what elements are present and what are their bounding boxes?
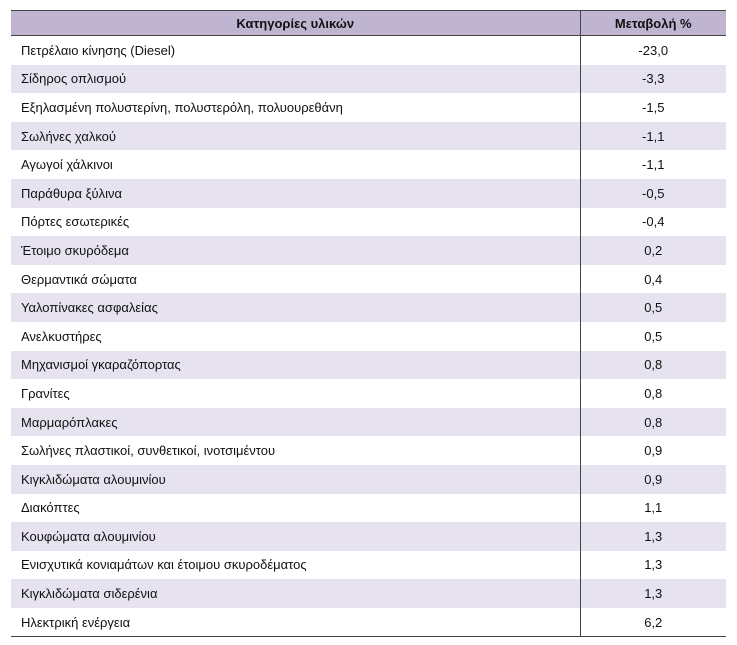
change-cell: 0,8: [644, 385, 663, 401]
change-cell: 1,1: [644, 500, 663, 516]
table-row: [11, 608, 726, 637]
materials-price-change-table: [11, 10, 726, 637]
table-body: [11, 36, 726, 637]
change-cell: 0,5: [580, 293, 726, 322]
category-cell: Θερμαντικά σώματα: [11, 265, 580, 294]
category-cell: Γρανίτες: [11, 379, 580, 408]
change-cell: 6,2: [580, 608, 726, 637]
category-cell: Έτοιμο σκυρόδεμα: [11, 236, 580, 265]
table-row: [11, 179, 726, 208]
table-row: [11, 293, 726, 322]
change-cell: -1,1: [642, 157, 665, 173]
change-cell: -1,1: [580, 122, 726, 151]
table-row: [11, 36, 726, 65]
table-row: [11, 122, 726, 151]
header-change: Μεταβολή %: [580, 11, 726, 36]
category-cell: Διακόπτες: [11, 494, 580, 523]
change-cell: 0,8: [580, 408, 726, 437]
table-row: [11, 236, 726, 265]
category-cell: Ηλεκτρική ενέργεια: [11, 608, 580, 637]
category-cell: Κουφώματα αλουμινίου: [11, 522, 580, 551]
category-cell: Μαρμαρόπλακες: [11, 408, 580, 437]
change-cell: 0,9: [580, 465, 726, 494]
category-cell: Κιγκλιδώματα σιδερένια: [11, 579, 580, 608]
category-cell: Παράθυρα ξύλινα: [11, 179, 580, 208]
table-row: [11, 351, 726, 380]
category-cell: Κιγκλιδώματα αλουμινίου: [11, 465, 580, 494]
change-cell: -3,3: [580, 65, 726, 94]
table-row: [11, 551, 726, 580]
table-row: [11, 150, 726, 179]
category-cell: Σωλήνες χαλκού: [11, 122, 580, 151]
category-cell: Σίδηρος οπλισμού: [11, 65, 580, 94]
category-cell: Εξηλασμένη πολυστερίνη, πολυστερόλη, πολυουρεθάνη: [11, 93, 580, 122]
change-cell: 0,4: [644, 271, 663, 287]
change-cell: -23,0: [638, 42, 669, 58]
table-row: [11, 93, 726, 122]
category-cell: Ενισχυτικά κονιαμάτων και έτοιμου σκυροδέματος: [11, 551, 580, 580]
change-cell: 0,8: [580, 351, 726, 380]
category-cell: Αγωγοί χάλκινοι: [11, 150, 580, 179]
category-cell: Ανελκυστήρες: [11, 322, 580, 351]
table-row: [11, 379, 726, 408]
change-cell: -0,4: [642, 214, 665, 230]
change-cell: -1,5: [642, 99, 665, 115]
materials-table-container: [11, 10, 726, 637]
category-cell: Πόρτες εσωτερικές: [11, 208, 580, 237]
change-cell: 1,3: [644, 557, 663, 573]
table-row: [11, 494, 726, 523]
table-row: [11, 208, 726, 237]
category-cell: Υαλοπίνακες ασφαλείας: [11, 293, 580, 322]
header-category: Κατηγορίες υλικών: [11, 11, 580, 36]
table-header: [11, 11, 726, 36]
category-cell: Μηχανισμοί γκαραζόπορτας: [11, 351, 580, 380]
table-row: [11, 322, 726, 351]
change-cell: 0,9: [644, 443, 663, 459]
change-cell: -0,5: [580, 179, 726, 208]
table-row: [11, 522, 726, 551]
table-row: [11, 436, 726, 465]
table-row: [11, 465, 726, 494]
change-cell: 1,3: [580, 522, 726, 551]
category-cell: Πετρέλαιο κίνησης (Diesel): [11, 36, 580, 65]
table-row: [11, 265, 726, 294]
change-cell: 1,3: [580, 579, 726, 608]
category-cell: Σωλήνες πλαστικοί, συνθετικοί, ινοτσιμέντου: [11, 436, 580, 465]
header-row: [11, 11, 726, 36]
change-cell: 0,5: [644, 328, 663, 344]
table-row: [11, 408, 726, 437]
table-row: [11, 579, 726, 608]
change-cell: 0,2: [580, 236, 726, 265]
table-row: [11, 65, 726, 94]
